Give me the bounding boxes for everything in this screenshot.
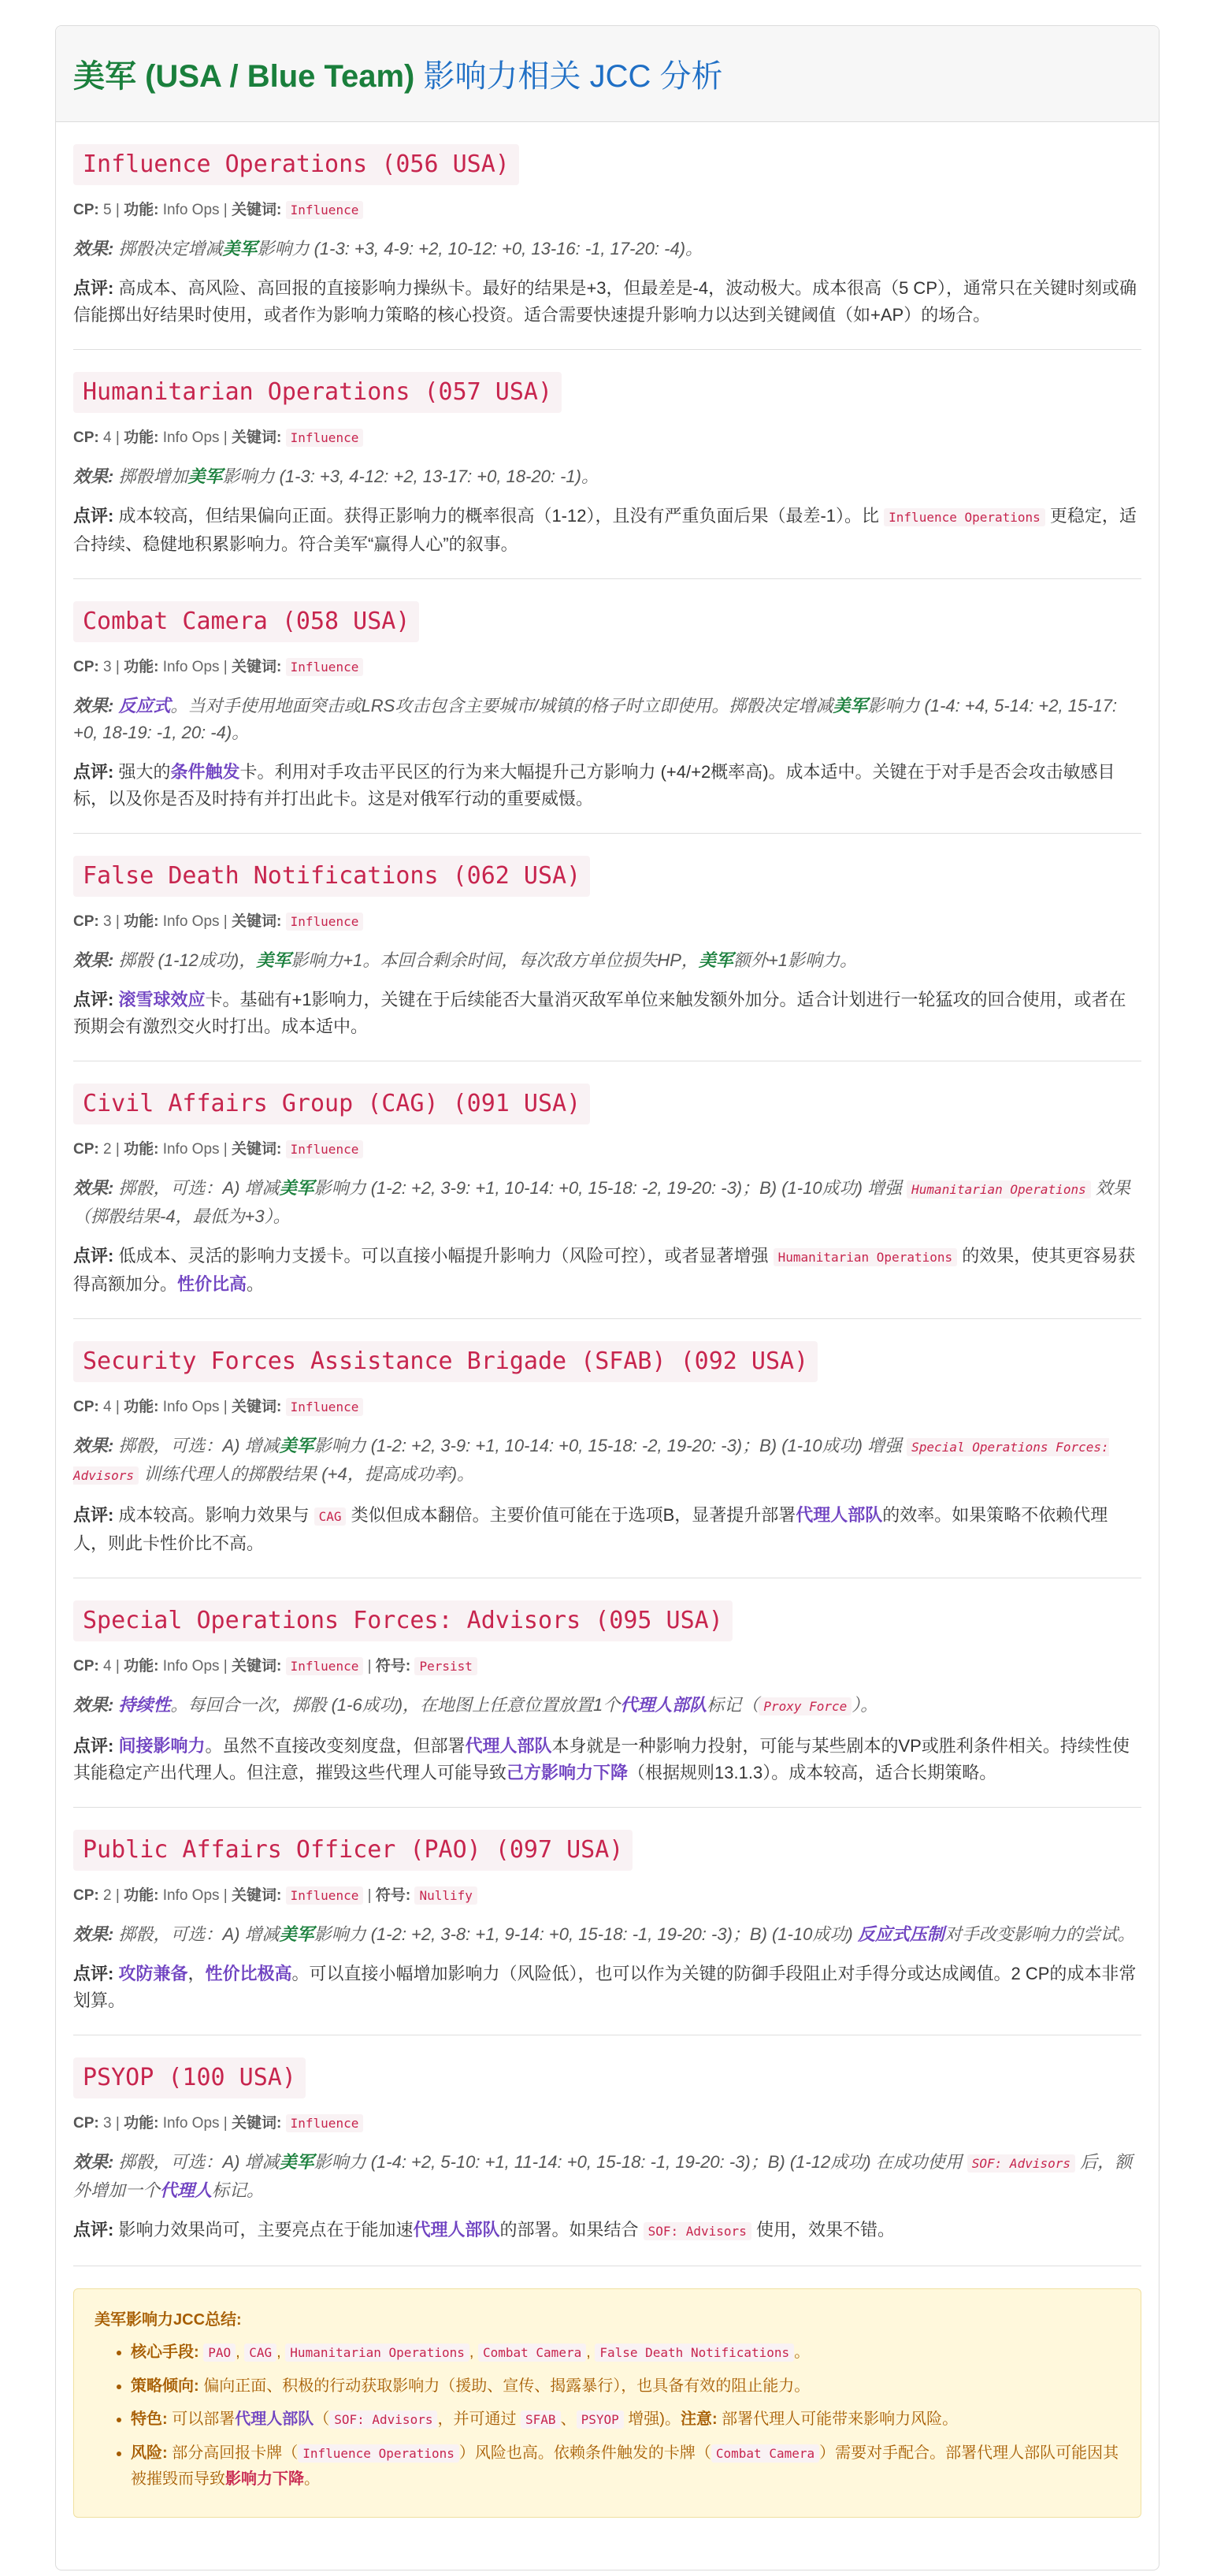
cp-label: CP: xyxy=(73,1399,99,1415)
card-effect: 效果: 掷骰增加美军影响力 (1-3: +3, 4-12: +2, 13-17: +0, 18-20: -1)。 xyxy=(73,467,599,486)
usa-highlight: 美军 xyxy=(279,1436,314,1455)
card-ref: CAG xyxy=(314,1507,347,1526)
card-review: 点评: 攻防兼备，性价比极高。可以直接小幅增加影响力（风险低），也可以作为关键的防御手段阻止对手得分或达成阈值。2 CP的成本非常划算。 xyxy=(73,1964,1137,2010)
effect-label: 效果: xyxy=(73,1178,114,1198)
card-review: 点评: 高成本、高风险、高回报的直接影响力操纵卡。最好的结果是+3，但最差是-4，波动极大。成本很高（5 CP），通常只在关键时刻或确信能掷出好结果时使用，或者作为影响力策略的核心投资。适合需要快速提升影响力以达到关键阈值（如+AP）的场合。 xyxy=(73,278,1137,325)
card-ref: Combat Camera xyxy=(478,2344,586,2362)
key-term: 代理人部队 xyxy=(620,1695,707,1715)
title-usa: 美军 (USA / Blue Team) xyxy=(73,59,415,94)
card-ref: Influence Operations xyxy=(298,2444,459,2463)
cp-label: CP: xyxy=(73,1887,99,1904)
effect-label: 效果: xyxy=(73,696,114,716)
card-review: 点评: 低成本、灵活的影响力支援卡。可以直接小幅提升影响力（风险可控），或者显著增强 Humanitarian Operations 的效果，使其更容易获得高额加分。性价比高。 xyxy=(73,1246,1136,1294)
key-term: 条件触发 xyxy=(170,762,240,782)
card-ref: Humanitarian Operations xyxy=(774,1248,958,1266)
function-label: 功能: xyxy=(124,202,159,218)
function-label: 功能: xyxy=(124,659,159,675)
card-title: PSYOP (100 USA) xyxy=(73,2057,306,2098)
key-term: 己方影响力下降 xyxy=(506,1763,629,1782)
card-ref: SOF: Advisors xyxy=(967,2154,1075,2173)
keyword-label: 关键词: xyxy=(232,429,282,446)
function-label: 功能: xyxy=(124,429,159,446)
key-term: 性价比高 xyxy=(177,1274,247,1294)
card-ref: Influence Operations xyxy=(884,508,1045,526)
card-effect: 效果: 反应式。当对手使用地面突击或LRS攻击包含主要城市/城镇的格子时立即使用。掷骰决定增减美军影响力 (1-4: +4, 5-14: +2, 15-17: +0, 18-19: -1, 20: -4)。 xyxy=(73,696,1118,742)
summary-item: • 特色: 可以部署代理人部队（ SOF: Advisors ，并可通过 SFAB 、 PSYOP 增强)。注意: 部署代理人可能带来影响力风险。 xyxy=(131,2407,1120,2433)
card-review: 点评: 成本较高。影响力效果与 CAG 类似但成本翻倍。主要价值可能在于选项B，显著提升部署代理人部队的效率。如果策略不依赖代理人，则此卡性价比不高。 xyxy=(73,1505,1108,1553)
card-entry xyxy=(73,122,1141,350)
review-label: 点评: xyxy=(73,1736,114,1756)
cp-value: 2 xyxy=(103,1141,112,1158)
function-value: Info Ops xyxy=(162,1141,220,1158)
card-meta: CP: 2 | 功能: Info Ops | 关键词: Influence | 符号: Nullify xyxy=(73,1885,1141,1907)
summary-item: • 风险: 部分高回报卡牌（ Influence Operations ）风险也高。依赖条件触发的卡牌（ Combat Camera ）需要对手配合。部署代理人部队可能因其被摧毁而导致影响力下降。 xyxy=(131,2440,1120,2492)
keyword-tag: Influence xyxy=(286,201,364,219)
card-list xyxy=(73,122,1141,2266)
card-meta: CP: 3 | 功能: Info Ops | 关键词: Influence xyxy=(73,656,1141,678)
title-rest: 影响力相关 JCC 分析 xyxy=(414,59,723,94)
card-ref: SOF: Advisors xyxy=(644,2222,751,2240)
keyword-tag: Influence xyxy=(286,1140,364,1158)
effect-label: 效果: xyxy=(73,467,114,486)
card-meta: CP: 4 | 功能: Info Ops | 关键词: Influence xyxy=(73,427,1141,449)
card-entry xyxy=(73,1808,1141,2035)
cp-value: 4 xyxy=(103,1399,112,1415)
cp-label: CP: xyxy=(73,1141,99,1158)
symbol-label: 符号: xyxy=(375,1658,411,1675)
card-ref: Special Operations Forces: Advisors xyxy=(73,1440,1109,1483)
card-ref: Humanitarian Operations xyxy=(907,1180,1091,1199)
effect-label: 效果: xyxy=(73,1695,114,1715)
risk-term: 影响力下降 xyxy=(225,2470,304,2488)
function-label: 功能: xyxy=(124,1887,159,1904)
card-title: False Death Notifications (062 USA) xyxy=(73,856,590,897)
card-title: Special Operations Forces: Advisors (095 USA) xyxy=(73,1600,733,1641)
summary-item-label: 风险: xyxy=(131,2444,168,2462)
card-ref: SFAB xyxy=(521,2411,561,2429)
card-ref: Humanitarian Operations xyxy=(285,2344,469,2362)
card-effect: 效果: 持续性。每回合一次，掷骰 (1-6成功)，在地图上任意位置放置1个代理人部队标记（ Proxy Force ）。 xyxy=(73,1695,878,1715)
effect-label: 效果: xyxy=(73,1924,114,1944)
key-term: 反应式压制 xyxy=(857,1924,944,1944)
review-label: 点评: xyxy=(73,762,114,782)
card-review: 点评: 成本较高，但结果偏向正面。获得正影响力的概率很高（1-12），且没有严重负面后果（最差-1）。比 Influence Operations 更稳定，适合持续、稳健地积累影响力。符合美军“赢得人心”的叙事。 xyxy=(73,506,1137,554)
key-term: 代理人 xyxy=(160,2180,213,2200)
cp-value: 3 xyxy=(103,659,112,675)
card-review: 点评: 滚雪球效应卡。基础有+1影响力，关键在于后续能否大量消灭敌军单位来触发额外加分。适合计划进行一轮猛攻的回合使用，或者在预期会有激烈交火时打出。成本适中。 xyxy=(73,990,1126,1036)
usa-highlight: 美军 xyxy=(698,950,733,970)
card-entry xyxy=(73,834,1141,1061)
effect-label: 效果: xyxy=(73,2152,114,2172)
function-value: Info Ops xyxy=(162,1399,220,1415)
review-label: 点评: xyxy=(73,1964,114,1983)
key-term: 持续性 xyxy=(118,1695,171,1715)
cp-label: CP: xyxy=(73,2115,99,2132)
keyword-tag: Influence xyxy=(286,658,364,676)
cp-label: CP: xyxy=(73,659,99,675)
keyword-label: 关键词: xyxy=(232,659,282,675)
summary-item-label: 策略倾向: xyxy=(131,2377,199,2395)
card-effect: 效果: 掷骰，可选：A) 增减美军影响力 (1-2: +2, 3-9: +1, 10-14: +0, 15-18: -2, 19-20: -3)；B) (1-10成功) 增强 Special Operations Forces: Advisors 训练代理人的掷骰结果 (+4，提高成功率)。 xyxy=(73,1436,1109,1484)
panel-body xyxy=(56,122,1159,2518)
card-ref: CAG xyxy=(244,2344,276,2362)
key-term: 代理人部队 xyxy=(796,1505,883,1525)
function-label: 功能: xyxy=(124,913,159,930)
function-value: Info Ops xyxy=(162,2115,220,2132)
effect-label: 效果: xyxy=(73,239,114,258)
review-label: 点评: xyxy=(73,1505,114,1525)
key-term: 滚雪球效应 xyxy=(118,990,206,1009)
card-title: Security Forces Assistance Brigade (SFAB) (092 USA) xyxy=(73,1341,818,1382)
usa-highlight: 美军 xyxy=(187,467,223,486)
card-title: Civil Affairs Group (CAG) (091 USA) xyxy=(73,1084,590,1124)
summary-list xyxy=(95,2340,1120,2492)
keyword-tag: Influence xyxy=(286,2114,364,2132)
card-entry xyxy=(73,1578,1141,1808)
cp-value: 5 xyxy=(103,202,112,218)
cp-value: 4 xyxy=(103,1658,112,1675)
key-term: 代理人部队 xyxy=(413,2220,500,2240)
symbol-tag: Nullify xyxy=(414,1886,477,1905)
cp-label: CP: xyxy=(73,429,99,446)
function-value: Info Ops xyxy=(162,202,220,218)
card-title: Influence Operations (056 USA) xyxy=(73,144,519,185)
usa-highlight: 美军 xyxy=(222,239,258,258)
card-review: 点评: 强大的条件触发卡。利用对手攻击平民区的行为来大幅提升己方影响力 (+4/+2概率高)。成本适中。关键在于对手是否会攻击敏感目标，以及你是否及时持有并打出此卡。这是对俄军行动的重要威慑。 xyxy=(73,762,1115,808)
cp-value: 2 xyxy=(103,1887,112,1904)
keyword-tag: Influence xyxy=(286,913,364,931)
card-meta: CP: 2 | 功能: Info Ops | 关键词: Influence xyxy=(73,1139,1141,1161)
card-entry xyxy=(73,1319,1141,1578)
keyword-tag: Influence xyxy=(286,1398,364,1416)
card-meta: CP: 5 | 功能: Info Ops | 关键词: Influence xyxy=(73,199,1141,221)
cp-label: CP: xyxy=(73,1658,99,1675)
card-effect: 效果: 掷骰决定增减美军影响力 (1-3: +3, 4-9: +2, 10-12: +0, 13-16: -1, 17-20: -4)。 xyxy=(73,239,703,258)
function-value: Info Ops xyxy=(162,1658,220,1675)
card-ref: PSYOP xyxy=(577,2411,624,2429)
card-title: Public Affairs Officer (PAO) (097 USA) xyxy=(73,1830,633,1871)
review-label: 点评: xyxy=(73,506,114,526)
function-value: Info Ops xyxy=(162,913,220,930)
note-label: 注意: xyxy=(680,2411,718,2428)
panel-header xyxy=(56,26,1159,122)
cp-label: CP: xyxy=(73,202,99,218)
usa-highlight: 美军 xyxy=(833,696,868,716)
cp-label: CP: xyxy=(73,913,99,930)
summary-title: 美军影响力JCC总结: xyxy=(95,2311,242,2329)
usa-highlight: 美军 xyxy=(279,1178,314,1198)
review-label: 点评: xyxy=(73,1246,114,1266)
key-term: 反应式 xyxy=(118,696,171,716)
key-term: 性价比极高 xyxy=(205,1964,292,1983)
usa-highlight: 美军 xyxy=(279,1924,314,1944)
card-entry xyxy=(73,2035,1141,2266)
card-entry xyxy=(73,350,1141,579)
card-title: Combat Camera (058 USA) xyxy=(73,601,419,642)
review-label: 点评: xyxy=(73,2220,114,2240)
usa-highlight: 美军 xyxy=(256,950,291,970)
effect-label: 效果: xyxy=(73,1436,114,1455)
card-meta: CP: 3 | 功能: Info Ops | 关键词: Influence xyxy=(73,2113,1141,2135)
keyword-label: 关键词: xyxy=(232,1141,282,1158)
card-ref: False Death Notifications xyxy=(595,2344,794,2362)
keyword-tag: Influence xyxy=(286,1657,364,1675)
function-value: Info Ops xyxy=(162,1887,220,1904)
card-entry xyxy=(73,1061,1141,1319)
keyword-label: 关键词: xyxy=(232,913,282,930)
review-label: 点评: xyxy=(73,278,114,298)
review-label: 点评: xyxy=(73,990,114,1009)
symbol-tag: Persist xyxy=(414,1657,477,1675)
keyword-tag: Influence xyxy=(286,429,364,447)
card-effect: 效果: 掷骰 (1-12成功)，美军影响力+1。本回合剩余时间，每次敌方单位损失HP，美军额外+1影响力。 xyxy=(73,950,858,970)
function-label: 功能: xyxy=(124,1141,159,1158)
summary-item-label: 特色: xyxy=(131,2411,168,2428)
card-review: 点评: 影响力效果尚可，主要亮点在于能加速代理人部队的部署。如果结合 SOF: Advisors 使用，效果不错。 xyxy=(73,2220,895,2240)
card-ref: PAO xyxy=(203,2344,236,2362)
cp-value: 3 xyxy=(103,2115,112,2132)
function-label: 功能: xyxy=(124,1399,159,1415)
summary-item: • 策略倾向: 偏向正面、积极的行动获取影响力（援助、宣传、揭露暴行），也具备有效的阻止能力。 xyxy=(131,2373,1120,2399)
cp-value: 3 xyxy=(103,913,112,930)
card-meta: CP: 4 | 功能: Info Ops | 关键词: Influence xyxy=(73,1396,1141,1418)
card-effect: 效果: 掷骰，可选：A) 增减美军影响力 (1-4: +2, 5-10: +1, 11-14: +0, 15-18: -1, 19-20: -3)；B) (1-12成功) 在成功使用 SOF: Advisors 后，额外增加一个代理人标记。 xyxy=(73,2152,1133,2200)
card-review: 点评: 间接影响力。虽然不直接改变刻度盘，但部署代理人部队本身就是一种影响力投射，可能与某些剧本的VP或胜利条件相关。持续性使其能稳定产出代理人。但注意，摧毁这些代理人可能导致己方影响力下降（根据规则13.1.3）。成本较高，适合长期策略。 xyxy=(73,1736,1130,1782)
card-entry xyxy=(73,579,1141,834)
page-title xyxy=(73,58,1159,95)
summary-item: • 核心手段: PAO , CAG , Humanitarian Operations , Combat Camera , False Death Notifications 。 xyxy=(131,2340,1120,2366)
card-effect: 效果: 掷骰，可选：A) 增减美军影响力 (1-2: +2, 3-9: +1, 10-14: +0, 15-18: -2, 19-20: -3)；B) (1-10成功) 增强 Humanitarian Operations 效果（掷骰结果-4，最低为+3）。 xyxy=(73,1178,1130,1226)
card-meta: CP: 3 | 功能: Info Ops | 关键词: Influence xyxy=(73,911,1141,933)
key-term: 攻防兼备 xyxy=(118,1964,188,1983)
effect-label: 效果: xyxy=(73,950,114,970)
key-term: 代理人部队 xyxy=(465,1736,552,1756)
usa-highlight: 美军 xyxy=(279,2152,314,2172)
symbol-label: 符号: xyxy=(375,1887,411,1904)
card-ref: SOF: Advisors xyxy=(329,2411,437,2429)
keyword-label: 关键词: xyxy=(232,2115,282,2132)
keyword-label: 关键词: xyxy=(232,1658,282,1675)
key-term: 代理人部队 xyxy=(235,2411,314,2428)
card-ref: Combat Camera xyxy=(711,2444,819,2463)
card-effect: 效果: 掷骰，可选：A) 增减美军影响力 (1-2: +2, 3-8: +1, 9-14: +0, 15-18: -1, 19-20: -3)；B) (1-10成功) 反应式压制对手改变影响力的尝试。 xyxy=(73,1924,1135,1944)
cp-value: 4 xyxy=(103,429,112,446)
keyword-tag: Influence xyxy=(286,1886,364,1905)
key-term: 间接影响力 xyxy=(118,1736,206,1756)
summary-box xyxy=(73,2288,1141,2518)
keyword-label: 关键词: xyxy=(232,1399,282,1415)
card-meta: CP: 4 | 功能: Info Ops | 关键词: Influence | 符号: Persist xyxy=(73,1656,1141,1678)
summary-item-label: 核心手段: xyxy=(131,2344,199,2361)
card-ref: Proxy Force xyxy=(759,1697,852,1715)
function-label: 功能: xyxy=(124,2115,159,2132)
function-value: Info Ops xyxy=(162,429,220,446)
analysis-panel xyxy=(55,25,1159,2570)
card-title: Humanitarian Operations (057 USA) xyxy=(73,372,562,413)
function-label: 功能: xyxy=(124,1658,159,1675)
keyword-label: 关键词: xyxy=(232,1887,282,1904)
keyword-label: 关键词: xyxy=(232,202,282,218)
function-value: Info Ops xyxy=(162,659,220,675)
